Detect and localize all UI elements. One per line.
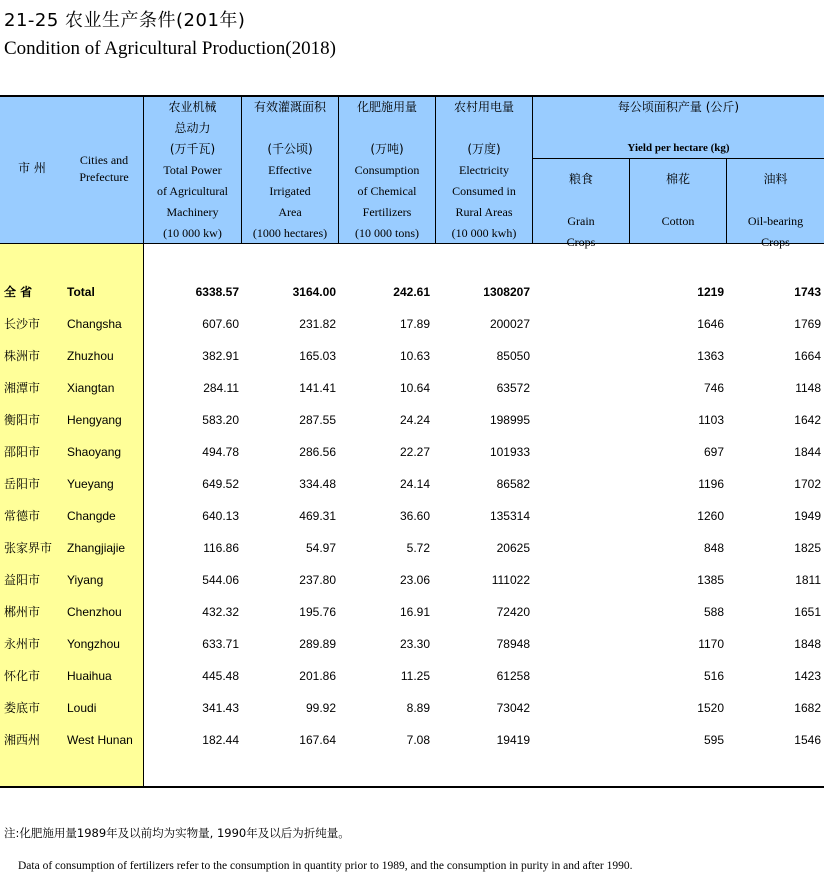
table-row [0,346,824,378]
cell-oil: 1743 [794,285,821,299]
cell-cn: 郴州市 [4,605,41,619]
cell-irrig: 469.31 [299,509,336,523]
cell-elec: 85050 [496,349,530,363]
cell-power: 432.32 [202,605,239,619]
cell-en: Xiangtan [67,381,115,395]
header-yield-en: Yield per hectare (kg) [627,142,730,154]
header-yield-cn: 每公顷面积产量 (公斤) [617,100,740,114]
cell-irrig: 286.56 [299,445,336,459]
cell-elec: 19419 [496,733,530,747]
cell-cotton: 595 [703,733,724,747]
header-city-cn: 市 州 [18,161,46,175]
header-electricity: 农村用电量 (万度) Electricity Consumed in Rural Areas (10 000 kwh) [451,100,517,240]
cell-elec: 200027 [489,317,530,331]
cell-fert: 23.30 [399,637,430,651]
cell-cotton: 1260 [697,509,724,523]
cell-fert: 11.25 [400,669,430,683]
cell-oil: 1642 [794,413,821,427]
cell-elec: 135314 [489,509,530,523]
header-irrigated-area: 有效灌溉面积 (千公顷) Effective Irrigated Area (1000 hectares) [252,100,328,240]
cell-fert: 7.08 [406,733,430,747]
cell-cn: 岳阳市 [4,477,41,491]
cell-en: Changsha [67,317,122,331]
table-row [0,314,824,346]
cell-cotton: 1385 [697,573,724,587]
cell-irrig: 334.48 [299,477,336,491]
cell-cn: 益阳市 [4,573,41,587]
cell-irrig: 165.03 [299,349,336,363]
cell-fert: 8.89 [406,701,430,715]
cell-en: Hengyang [67,413,122,427]
cell-irrig: 195.76 [299,605,336,619]
cell-en: West Hunan [67,733,133,747]
table-title-cn: 21-25 农业生产条件(201年) [4,10,246,31]
cell-power: 445.48 [202,669,239,683]
cell-fert: 242.61 [393,285,430,299]
cell-power: 382.91 [202,349,239,363]
cell-en: Zhuzhou [67,349,114,363]
table-row [0,634,824,666]
cell-oil: 1682 [794,701,821,715]
cell-cn: 湘潭市 [4,381,41,395]
cell-elec: 72420 [496,605,530,619]
cell-irrig: 287.55 [299,413,336,427]
cell-power: 649.52 [202,477,239,491]
cell-fert: 10.63 [399,349,430,363]
cell-cn: 全 省 [4,285,33,299]
cell-irrig: 289.89 [299,637,336,651]
cell-cotton: 848 [703,541,724,555]
cell-cotton: 697 [703,445,724,459]
header-cotton: 棉花 Cotton [661,172,695,228]
cell-cotton: 516 [703,669,724,683]
cell-cn: 长沙市 [4,317,41,331]
cell-fert: 23.06 [399,573,430,587]
cell-cotton: 1646 [697,317,724,331]
cell-fert: 24.14 [399,477,430,491]
cell-irrig: 141.41 [299,381,336,395]
cell-oil: 1811 [795,573,821,587]
header-machinery-power: 农业机械 总动力 (万千瓦) Total Power of Agricultural Machinery (10 000 kw) [157,100,228,240]
header-fertilizer: 化肥施用量 (万吨) Consumption of Chemical Fertilizers (10 000 tons) [354,100,420,240]
cell-oil: 1949 [794,509,821,523]
cell-irrig: 167.64 [299,733,336,747]
cell-oil: 1423 [794,669,821,683]
footnote-en: Data of consumption of fertilizers refer to the consumption in quantity prior to 1989, and the consumption in purity in and after 1990. [18,860,633,872]
cell-power: 607.60 [202,317,239,331]
cell-cn: 娄底市 [4,701,41,715]
header-city-en: Cities and Prefecture [79,153,129,184]
cell-en: Shaoyang [67,445,122,459]
cell-fert: 5.72 [406,541,430,555]
cell-cn: 湘西州 [4,733,41,747]
cell-en: Changde [67,509,116,523]
cell-irrig: 231.82 [299,317,336,331]
cell-cn: 永州市 [4,637,41,651]
cell-oil: 1702 [794,477,821,491]
total-row [0,282,824,314]
cell-power: 633.71 [202,637,239,651]
cell-cotton: 1219 [697,285,724,299]
cell-elec: 101933 [489,445,530,459]
cell-oil: 1825 [794,541,821,555]
cell-power: 182.44 [202,733,239,747]
table-row [0,378,824,410]
table-row [0,474,824,506]
cell-cn: 常德市 [4,509,41,523]
cell-power: 6338.57 [195,285,239,299]
cell-cotton: 1520 [697,701,724,715]
cell-power: 494.78 [202,445,239,459]
cell-cotton: 1196 [698,477,724,491]
cell-elec: 63572 [496,381,530,395]
cell-elec: 198995 [489,413,530,427]
cell-fert: 22.27 [399,445,430,459]
cell-cotton: 588 [703,605,724,619]
cell-cn: 株洲市 [4,349,41,363]
cell-elec: 20625 [496,541,530,555]
cell-oil: 1664 [794,349,821,363]
cell-elec: 61258 [496,669,530,683]
cell-en: Yueyang [67,477,114,491]
cell-fert: 17.89 [399,317,430,331]
cell-power: 640.13 [202,509,239,523]
bottom-rule [0,786,824,788]
cell-en: Loudi [67,701,97,715]
cell-oil: 1769 [794,317,821,331]
table-row [0,602,824,634]
cell-fert: 24.24 [399,413,430,427]
cell-fert: 16.91 [399,605,430,619]
header-grain: 粮食 Grain Crops [566,172,596,249]
cell-irrig: 54.97 [305,541,336,555]
cell-oil: 1848 [794,637,821,651]
cell-power: 116.86 [203,541,239,555]
cell-irrig: 237.80 [299,573,336,587]
table-row [0,698,824,730]
table-row [0,666,824,698]
cell-oil: 1546 [794,733,821,747]
cell-en: Zhangjiajie [67,541,126,555]
table-row [0,506,824,538]
cell-cn: 衡阳市 [4,413,41,427]
header-oil: 油料 Oil-bearing Crops [747,172,804,249]
cell-cn: 张家界市 [4,541,53,555]
cell-cotton: 746 [703,381,724,395]
cell-en: Total [67,285,95,299]
footnote-cn: 注:化肥施用量1989年及以前均为实物量, 1990年及以后为折纯量。 [4,826,350,840]
table-row [0,538,824,570]
cell-irrig: 99.92 [305,701,336,715]
table-row [0,410,824,442]
cell-cn: 怀化市 [4,669,41,683]
cell-elec: 73042 [496,701,530,715]
cell-power: 583.20 [202,413,239,427]
cell-power: 284.11 [203,381,239,395]
table-title-en: Condition of Agricultural Production(2018) [4,38,336,59]
cell-cotton: 1170 [698,637,724,651]
cell-elec: 1308207 [483,285,530,299]
cell-fert: 36.60 [399,509,430,523]
cell-en: Huaihua [67,669,112,683]
cell-power: 341.43 [202,701,239,715]
table-row [0,730,824,762]
table-row [0,442,824,474]
cell-irrig: 201.86 [299,669,336,683]
cell-oil: 1651 [794,605,821,619]
cell-cn: 邵阳市 [4,445,41,459]
cell-oil: 1844 [794,445,821,459]
cell-elec: 78948 [496,637,530,651]
cell-oil: 1148 [795,381,821,395]
cell-en: Yiyang [67,573,104,587]
cell-cotton: 1363 [697,349,724,363]
cell-en: Chenzhou [67,605,122,619]
cell-en: Yongzhou [67,637,120,651]
cell-fert: 10.64 [399,381,430,395]
table-row [0,570,824,602]
cell-cotton: 1103 [698,413,724,427]
cell-irrig: 3164.00 [292,285,336,299]
cell-elec: 86582 [496,477,530,491]
cell-power: 544.06 [202,573,239,587]
cell-elec: 111022 [491,573,530,587]
